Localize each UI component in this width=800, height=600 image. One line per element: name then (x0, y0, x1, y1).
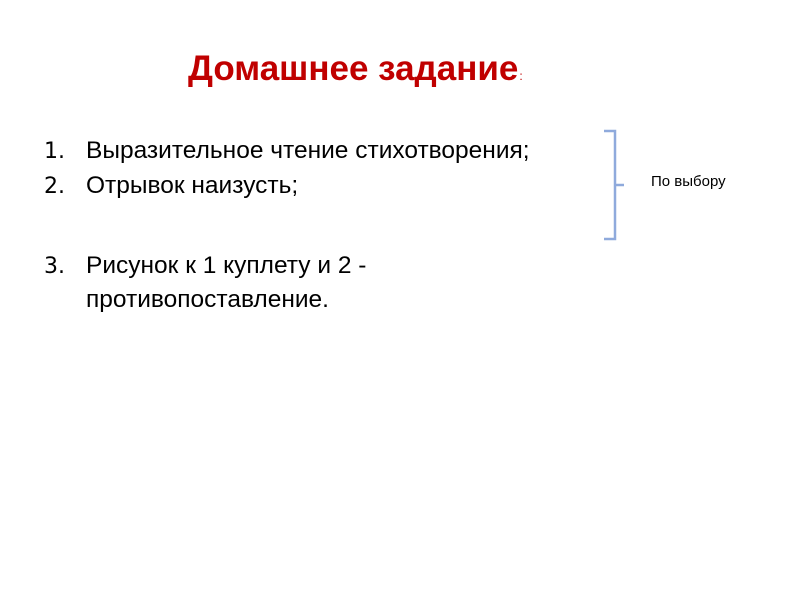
slide-title (188, 47, 523, 98)
list-item (44, 134, 530, 169)
slide-title-colon: : (519, 69, 523, 83)
list-item-number: 2. (44, 174, 65, 199)
right-brace-icon (600, 128, 630, 242)
list-item-text: Выразительное чтение стихотворения; (86, 137, 530, 164)
list-item (44, 169, 298, 204)
list-item-text: Рисунок к 1 куплету и 2 - (86, 252, 367, 279)
bracket-label: По выбору (651, 173, 726, 190)
list-item-continuation: противопоставление. (86, 286, 329, 313)
slide-title-text: Домашнее задание (188, 49, 519, 88)
list-item-number: 3. (44, 254, 65, 279)
list-item (44, 249, 366, 284)
list-item-text: Отрывок наизусть; (86, 172, 299, 199)
list-item-number: 1. (44, 139, 65, 164)
